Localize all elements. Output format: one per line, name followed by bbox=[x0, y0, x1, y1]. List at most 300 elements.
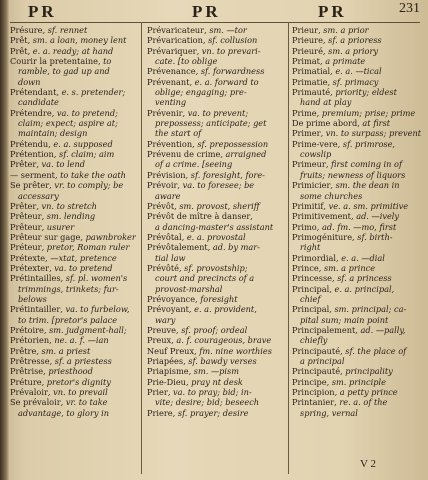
headword: Primatial bbox=[292, 66, 331, 77]
headword: Primordial bbox=[292, 252, 337, 263]
definition: some churches bbox=[300, 190, 363, 201]
entry-line bbox=[10, 253, 136, 263]
definition: , e. a. —dial bbox=[336, 252, 385, 263]
definition: maintain; design bbox=[18, 128, 88, 139]
definition: , a primate bbox=[319, 56, 366, 67]
definition: tial law bbox=[155, 252, 186, 263]
entry-line bbox=[147, 325, 285, 335]
headword: Primeur bbox=[292, 159, 326, 170]
headword: Présure bbox=[10, 25, 43, 35]
headword: Prévariquer bbox=[147, 45, 197, 56]
entry-line bbox=[292, 304, 424, 314]
definition: cate. [to oblige bbox=[155, 56, 218, 67]
page-number: 231 bbox=[399, 1, 420, 16]
definition: , e. a. —tical bbox=[330, 66, 382, 77]
definition: , va. to pretend bbox=[49, 262, 113, 273]
headword: Prévenu de crime bbox=[147, 149, 221, 160]
definition: , sm. the dean in bbox=[330, 180, 400, 191]
definition: , vr. to comply; be bbox=[49, 180, 124, 191]
entry-line bbox=[10, 191, 136, 201]
definition: hand at play bbox=[300, 97, 352, 108]
headword: Prêter bbox=[10, 200, 37, 211]
definition: , sf. claim; aim bbox=[53, 149, 115, 160]
entry-line bbox=[10, 222, 136, 232]
entry-line bbox=[147, 273, 285, 283]
entry-line bbox=[10, 180, 136, 190]
headword: Priere bbox=[147, 407, 173, 418]
definition: , sm. provost, sheriff bbox=[174, 200, 260, 211]
entry-line bbox=[292, 159, 424, 169]
entry-line bbox=[147, 263, 285, 273]
definition: vite; desire; bid; beseech bbox=[155, 397, 260, 408]
definition: , va. to pray; bid; in- bbox=[167, 387, 252, 398]
entry-line bbox=[292, 46, 424, 56]
entry-line bbox=[147, 66, 285, 76]
entry-line bbox=[292, 25, 424, 35]
column-divider-1 bbox=[141, 22, 142, 474]
entry-line bbox=[292, 97, 424, 107]
definition: cowslip bbox=[300, 149, 332, 160]
headword: Préture bbox=[10, 376, 42, 387]
definition: , sm. —tor bbox=[204, 25, 247, 35]
definition: , priesthood bbox=[43, 366, 93, 377]
entry-line bbox=[292, 397, 424, 407]
headword: Prie-Dieu bbox=[147, 376, 186, 387]
definition: , to bbox=[97, 56, 112, 67]
definition: oblige; engaging; pre- bbox=[155, 87, 247, 98]
entry-line bbox=[147, 118, 285, 128]
entry-line bbox=[10, 118, 136, 128]
entry-line bbox=[147, 108, 285, 118]
definition: a dancing-master's assistant bbox=[155, 221, 274, 232]
entry-line bbox=[10, 35, 136, 45]
definition: , sf. forwardness bbox=[195, 66, 265, 77]
entry-line bbox=[10, 170, 136, 180]
headword: Prévenance bbox=[147, 66, 196, 77]
headword: Prévenant bbox=[147, 76, 190, 87]
headword: Prévôt bbox=[147, 200, 175, 211]
entry-line bbox=[10, 325, 136, 335]
definition: to trim. [pretor's palace bbox=[18, 314, 118, 325]
entry-line bbox=[147, 242, 285, 252]
headword: Preuve bbox=[147, 324, 177, 335]
headword: Neuf Preux bbox=[147, 345, 195, 356]
headword: Prier bbox=[147, 387, 168, 398]
entry-line bbox=[147, 159, 285, 169]
entry-line bbox=[292, 408, 424, 418]
definition: , priority; eldest bbox=[330, 87, 397, 98]
definition: right bbox=[300, 242, 321, 253]
entry-line bbox=[10, 408, 136, 418]
entry-line bbox=[292, 377, 424, 387]
entry-line bbox=[292, 232, 424, 242]
definition: , sm. a prince bbox=[318, 262, 376, 273]
headword: Principe bbox=[292, 376, 327, 387]
entry-line bbox=[147, 139, 285, 149]
entry-line bbox=[147, 294, 285, 304]
definition: , sf. primacy bbox=[327, 76, 379, 87]
definition: chief bbox=[300, 293, 321, 304]
definition: , sf. pl. women's bbox=[60, 273, 128, 284]
definition: provost-marshal bbox=[155, 283, 223, 294]
definition: , usurer bbox=[41, 221, 75, 232]
entry-line bbox=[10, 242, 136, 252]
headword: Prétorien bbox=[10, 335, 50, 346]
entry-line bbox=[292, 335, 424, 345]
definition: , first coming in of bbox=[325, 159, 402, 170]
headword: Prétintailler bbox=[10, 304, 61, 315]
definition: , sf. a priestess bbox=[49, 356, 112, 366]
running-head-middle: PR bbox=[192, 2, 221, 21]
entry-line bbox=[147, 128, 285, 138]
entry-line bbox=[147, 56, 285, 66]
definition: , va. to prevent; bbox=[182, 107, 249, 118]
headword: Prétoire bbox=[10, 324, 44, 335]
entry-line bbox=[292, 118, 424, 128]
entry-line bbox=[147, 304, 285, 314]
definition: , sm. principle bbox=[326, 376, 386, 387]
definition: , sm. lending bbox=[41, 211, 96, 222]
entry-line bbox=[292, 180, 424, 190]
entry-line bbox=[292, 284, 424, 294]
definition: venting bbox=[155, 97, 187, 108]
headword: Prêtrise bbox=[10, 366, 44, 377]
entry-line bbox=[10, 77, 136, 87]
header-rule bbox=[10, 22, 420, 23]
entry-line bbox=[10, 263, 136, 273]
headword: Prétendre bbox=[10, 107, 52, 118]
definition: candidate bbox=[18, 97, 59, 108]
definition: , foresight bbox=[195, 293, 238, 304]
headword: Primitivement bbox=[292, 211, 351, 222]
headword: Prieuré bbox=[292, 45, 323, 56]
entry-line bbox=[147, 25, 285, 35]
definition: , sf. primrose, bbox=[337, 138, 396, 149]
entry-line bbox=[10, 25, 136, 35]
definition: prepossess; anticipate; get bbox=[155, 118, 267, 129]
headword: Prétention bbox=[10, 149, 54, 160]
entry-line bbox=[147, 356, 285, 366]
headword: Prévaloir bbox=[10, 387, 48, 398]
definition: , sf. a princess bbox=[332, 273, 392, 284]
headword: Principal bbox=[292, 283, 330, 294]
definition: , sf. prepossession bbox=[192, 138, 269, 149]
entry-line bbox=[10, 335, 136, 345]
entry-line bbox=[147, 191, 285, 201]
definition: , re. a. of the bbox=[334, 397, 388, 408]
definition: of a crime. [seeing bbox=[155, 159, 233, 170]
definition: , sf. provostship; bbox=[178, 262, 248, 273]
headword: Priapisme bbox=[147, 366, 189, 377]
entry-line bbox=[292, 191, 424, 201]
headword: Prince bbox=[292, 262, 319, 273]
headword: Principauté bbox=[292, 366, 341, 377]
definition: chiefly bbox=[300, 335, 328, 346]
headword: Prétendant bbox=[10, 87, 57, 98]
definition: , vn. to stretch bbox=[36, 200, 97, 211]
definition: , bbox=[250, 211, 253, 222]
entry-line bbox=[147, 201, 285, 211]
headword: De prime abord bbox=[292, 118, 358, 129]
definition: , at first bbox=[357, 118, 391, 129]
definition: , e. a. provostal bbox=[181, 231, 246, 242]
definition: , sf. collusion bbox=[202, 35, 258, 46]
entry-line bbox=[292, 273, 424, 283]
headword: Prévôtal bbox=[147, 231, 182, 242]
entry-line bbox=[147, 97, 285, 107]
definition: , e. a. provident, bbox=[188, 304, 257, 315]
definition: , sf. bawdy verses bbox=[183, 356, 257, 366]
definition: , vr. to take bbox=[60, 397, 108, 408]
definition: , vn. to surpass; prevent bbox=[320, 128, 422, 139]
headword: Prévention bbox=[147, 138, 193, 149]
entry-line bbox=[292, 346, 424, 356]
entry-line bbox=[147, 180, 285, 190]
entry-line bbox=[10, 108, 136, 118]
headword: Principalement bbox=[292, 324, 356, 335]
entry-line bbox=[292, 66, 424, 76]
entry-line bbox=[147, 149, 285, 159]
headword: Prêt bbox=[10, 35, 28, 46]
entry-line bbox=[292, 222, 424, 232]
definition: , e. s. pretender; bbox=[56, 87, 126, 98]
entry-line bbox=[147, 46, 285, 56]
headword: Prévoyance bbox=[147, 293, 196, 304]
entry-line bbox=[10, 346, 136, 356]
entry-line bbox=[10, 284, 136, 294]
definition: , va. to foresee; be bbox=[177, 180, 255, 191]
headword: — serment bbox=[10, 169, 55, 180]
entry-line bbox=[147, 284, 285, 294]
definition: , ad. by mar- bbox=[207, 242, 260, 253]
definition: , premium; prise; prime bbox=[316, 107, 416, 118]
definition: , sm. a priest bbox=[36, 345, 91, 356]
entry-line bbox=[147, 232, 285, 242]
entry-line bbox=[147, 397, 285, 407]
definition: , sm. a priory bbox=[322, 45, 379, 56]
definition: , —xtat, pretence bbox=[45, 252, 117, 263]
headword: Se prêter bbox=[10, 180, 50, 191]
definition: , arraigned bbox=[220, 149, 267, 160]
headword: Prévoyant bbox=[147, 304, 189, 315]
headword: Prétintailles bbox=[10, 273, 61, 284]
definition: , ad. fm. —mo, first bbox=[316, 221, 397, 232]
headword: Prieur bbox=[292, 25, 319, 35]
entry-line bbox=[292, 294, 424, 304]
entry-line bbox=[147, 222, 285, 232]
definition: ramble, to gad up and bbox=[18, 66, 110, 77]
definition: court and precincts of a bbox=[155, 273, 255, 284]
definition: , e. a. principal, bbox=[329, 283, 395, 294]
definition: , sm. judgment-hall; bbox=[43, 324, 127, 335]
headword: Primat bbox=[292, 56, 320, 67]
entry-line bbox=[292, 108, 424, 118]
entry-line bbox=[292, 201, 424, 211]
definition: , ad. —ively bbox=[350, 211, 400, 222]
headword: Prévôté bbox=[147, 262, 179, 273]
headword: Primitif bbox=[292, 200, 324, 211]
definition: , e. a. ready; at hand bbox=[27, 45, 114, 56]
dictionary-column-2 bbox=[147, 25, 285, 418]
definition: , sf. proof; ordeal bbox=[176, 324, 248, 335]
definition: spring, vernal bbox=[300, 407, 358, 418]
headword: Primogéniture bbox=[292, 231, 353, 242]
entry-line bbox=[10, 159, 136, 169]
headword: Prêteur bbox=[10, 211, 42, 222]
headword: Prêtre bbox=[10, 345, 37, 356]
entry-line bbox=[292, 387, 424, 397]
entry-line bbox=[10, 87, 136, 97]
entry-line bbox=[147, 170, 285, 180]
entry-line bbox=[292, 170, 424, 180]
headword: Prétendu bbox=[10, 138, 49, 149]
entry-line bbox=[147, 335, 285, 345]
headword: Prévision bbox=[147, 169, 186, 180]
entry-line bbox=[10, 139, 136, 149]
entry-line bbox=[10, 201, 136, 211]
definition: wary bbox=[155, 314, 176, 325]
entry-line bbox=[292, 139, 424, 149]
headword: Prêter bbox=[10, 159, 37, 170]
headword: Principauté bbox=[292, 345, 341, 356]
definition: down bbox=[18, 76, 41, 87]
definition: , va. to furbelow, bbox=[60, 304, 130, 315]
definition: belows bbox=[18, 293, 47, 304]
definition: , sm. principal; ca- bbox=[329, 304, 407, 315]
definition: , fm. nine worthies bbox=[194, 345, 272, 356]
entry-line bbox=[10, 294, 136, 304]
definition: , e. a. forward to bbox=[189, 76, 259, 87]
definition: , sf. rennet bbox=[42, 25, 88, 35]
headword: Prétexter bbox=[10, 262, 50, 273]
dictionary-column-1 bbox=[10, 25, 136, 418]
headword: Prévoir bbox=[147, 180, 178, 191]
definition: , ve. a. sm. primitive bbox=[323, 200, 409, 211]
entry-line bbox=[10, 387, 136, 397]
definition: , to take the oath bbox=[54, 169, 126, 180]
headword: Prieure bbox=[292, 35, 323, 46]
headword: Prêtresse bbox=[10, 356, 50, 366]
entry-line bbox=[147, 366, 285, 376]
definition: , sf. the place of bbox=[340, 345, 407, 356]
definition: , pawnbroker bbox=[80, 231, 136, 242]
entry-line bbox=[292, 56, 424, 66]
definition: , ad. —pally, bbox=[355, 324, 406, 335]
headword: Se prévaloir bbox=[10, 397, 61, 408]
headword: Prêteur sur gage bbox=[10, 231, 81, 242]
entry-line bbox=[147, 315, 285, 325]
headword: Primauté bbox=[292, 87, 331, 98]
headword: Preux bbox=[147, 335, 172, 346]
headword: Prévarication bbox=[147, 35, 203, 46]
headword: Prime bbox=[292, 107, 317, 118]
headword: Courir la pretentaine bbox=[10, 56, 98, 67]
running-head-left: PR bbox=[28, 2, 57, 21]
headword: Prêteur bbox=[10, 221, 42, 232]
entry-line bbox=[292, 128, 424, 138]
headword: Princesse bbox=[292, 273, 332, 284]
definition: , sf. birth- bbox=[352, 231, 393, 242]
entry-line bbox=[292, 35, 424, 45]
headword: Prétexte bbox=[10, 252, 46, 263]
definition: , sf. a prioress bbox=[322, 35, 382, 46]
definition: , pray nt desk bbox=[185, 376, 243, 387]
entry-line bbox=[10, 97, 136, 107]
definition: , sf. foresight, fore- bbox=[185, 169, 265, 180]
entry-line bbox=[292, 87, 424, 97]
definition: , sm. —pism bbox=[188, 366, 239, 377]
definition: advantage, to glory in bbox=[18, 407, 110, 418]
headword: Prime-vere bbox=[292, 138, 338, 149]
entry-line bbox=[10, 377, 136, 387]
definition: , principality bbox=[340, 366, 393, 377]
entry-line bbox=[10, 149, 136, 159]
entry-line bbox=[10, 56, 136, 66]
headword: Prévôtalement bbox=[147, 242, 208, 253]
entry-line bbox=[10, 66, 136, 76]
definition: , ne. a. f. —ian bbox=[49, 335, 109, 346]
headword: Principal bbox=[292, 304, 330, 315]
headword: Préteur bbox=[10, 242, 42, 253]
headword: Prévôt de mître à danser bbox=[147, 211, 251, 222]
headword: Printanier bbox=[292, 397, 335, 408]
definition: trimmings, trinkets; fur- bbox=[18, 283, 119, 294]
column-divider-2 bbox=[288, 22, 289, 474]
entry-line bbox=[147, 387, 285, 397]
page-gutter-shadow bbox=[0, 0, 9, 480]
definition: a principal bbox=[300, 356, 345, 366]
definition: , pretor, Roman ruler bbox=[41, 242, 130, 253]
headword: Prévaricateur bbox=[147, 25, 205, 35]
entry-line bbox=[292, 149, 424, 159]
entry-line bbox=[10, 366, 136, 376]
entry-line bbox=[147, 408, 285, 418]
entry-line bbox=[147, 77, 285, 87]
definition: , sm. a prior bbox=[318, 25, 369, 35]
entry-line bbox=[147, 377, 285, 387]
entry-line bbox=[292, 263, 424, 273]
definition: , va. to pretend; bbox=[51, 107, 118, 118]
headword: Primicier bbox=[292, 180, 331, 191]
definition: , vn. to prevail bbox=[47, 387, 108, 398]
entry-line bbox=[10, 232, 136, 242]
entry-line bbox=[292, 315, 424, 325]
headword: Prêt bbox=[10, 45, 28, 56]
definition: , pretor's dignity bbox=[41, 376, 111, 387]
definition: , a petty prince bbox=[334, 387, 398, 398]
entry-line bbox=[292, 77, 424, 87]
definition: , sf. prayer; desire bbox=[172, 407, 249, 418]
definition: accessary bbox=[18, 190, 59, 201]
definition: , va. to lend bbox=[36, 159, 86, 170]
entry-line bbox=[292, 211, 424, 221]
entry-line bbox=[10, 315, 136, 325]
entry-line bbox=[147, 346, 285, 356]
entry-line bbox=[10, 304, 136, 314]
headword: Primer bbox=[292, 128, 321, 139]
headword: Primo bbox=[292, 221, 317, 232]
definition: , a. f. courageous, brave bbox=[171, 335, 272, 346]
entry-line bbox=[147, 35, 285, 45]
definition: pital sum; main point bbox=[300, 314, 389, 325]
entry-line bbox=[292, 356, 424, 366]
entry-line bbox=[10, 397, 136, 407]
entry-line bbox=[147, 211, 285, 221]
headword: Priapées bbox=[147, 356, 184, 366]
entry-line bbox=[292, 325, 424, 335]
headword: Primatie bbox=[292, 76, 328, 87]
definition: , e. a. supposed bbox=[48, 138, 113, 149]
